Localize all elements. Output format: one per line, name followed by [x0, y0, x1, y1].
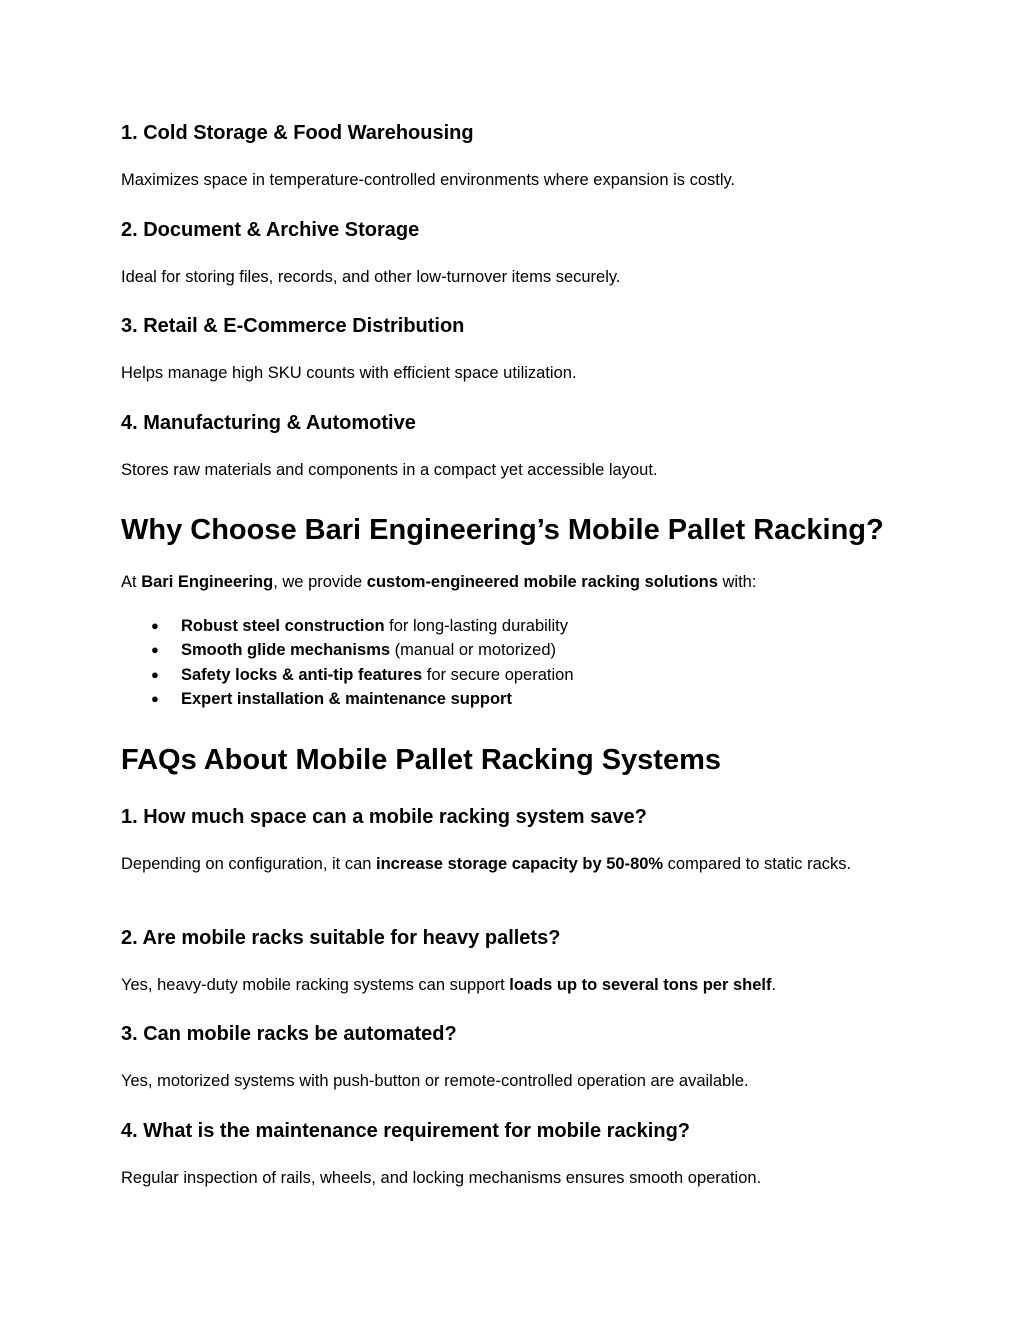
faq-answer-1: Depending on configuration, it can increase storage capacity by 50-80% compared to static racks. [121, 855, 852, 873]
feature-list [121, 614, 574, 711]
why-choose-heading: Why Choose Bari Engineering’s Mobile Pallet Racking? [121, 514, 884, 546]
industry-text-cold-storage: Maximizes space in temperature-controlled environments where expansion is costly. [121, 171, 736, 189]
faq-answer-4: Regular inspection of rails, wheels, and locking mechanisms ensures smooth operation. [121, 1169, 762, 1187]
faq-answer-2: Yes, heavy-duty mobile racking systems can support loads up to several tons per shelf. [121, 976, 777, 994]
industry-heading-manufacturing: 4. Manufacturing & Automotive [121, 412, 416, 434]
bullet-icon: ● [151, 666, 159, 682]
industry-heading-cold-storage: 1. Cold Storage & Food Warehousing [121, 122, 474, 144]
bullet-icon: ● [151, 690, 159, 706]
industry-text-document-storage: Ideal for storing files, records, and other low-turnover items securely. [121, 268, 621, 286]
faq-question-1: 1. How much space can a mobile racking system save? [121, 806, 647, 828]
list-item: ● Robust steel construction for long-lasting durability [121, 614, 574, 638]
faq-answer-3: Yes, motorized systems with push-button or remote-controlled operation are available. [121, 1072, 749, 1090]
list-item: ● Expert installation & maintenance support [121, 687, 574, 711]
list-item: ● Smooth glide mechanisms (manual or motorized) [121, 638, 574, 662]
bullet-icon: ● [151, 618, 159, 633]
bullet-icon: ● [151, 642, 159, 658]
industry-text-manufacturing: Stores raw materials and components in a compact yet accessible layout. [121, 461, 658, 479]
list-item: ● Safety locks & anti-tip features for secure operation [121, 663, 574, 687]
faq-question-2: 2. Are mobile racks suitable for heavy pallets? [121, 927, 561, 949]
faq-question-3: 3. Can mobile racks be automated? [121, 1023, 457, 1045]
industry-heading-document-storage: 2. Document & Archive Storage [121, 219, 420, 241]
faqs-heading: FAQs About Mobile Pallet Racking Systems [121, 744, 722, 776]
faq-question-4: 4. What is the maintenance requirement for mobile racking? [121, 1120, 691, 1142]
industry-text-retail: Helps manage high SKU counts with efficient space utilization. [121, 364, 577, 382]
why-choose-intro: At Bari Engineering, we provide custom-engineered mobile racking solutions with: [121, 573, 757, 591]
industry-heading-retail: 3. Retail & E-Commerce Distribution [121, 315, 465, 337]
